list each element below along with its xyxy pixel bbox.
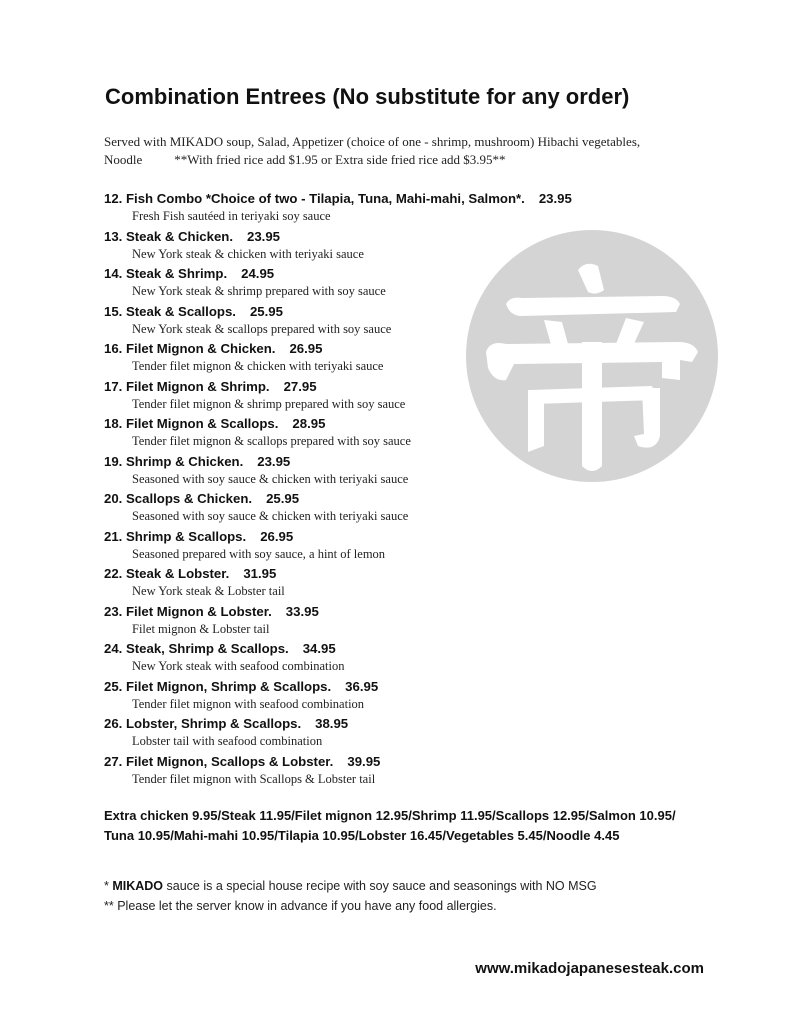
item-name: 18. Filet Mignon & Scallops. (104, 416, 279, 431)
item-price: 23.95 (538, 191, 572, 206)
item-description: Seasoned with soy sauce & chicken with teriyaki sauce (132, 471, 409, 486)
item-price: 24.95 (241, 266, 275, 281)
item-name: 24. Steak, Shrimp & Scallops. (104, 641, 289, 656)
item-description: New York steak & scallops prepared with soy sauce (132, 321, 392, 336)
item-description: Fresh Fish sautéed in teriyaki soy sauce (132, 209, 331, 223)
item-description: Tender filet mignon with Scallops & Lobster tail (132, 771, 376, 786)
menu-item (104, 378, 744, 416)
item-description: New York steak & Lobster tail (132, 584, 285, 598)
menu-item (104, 190, 744, 228)
intro-text (104, 133, 704, 169)
intro-line-1: Served with MIKADO soup, Salad, Appetizer (choice of one - shrimp, mushroom) Hibachi vegetables, (104, 134, 641, 149)
note-sauce-text: sauce is a special house recipe with soy sauce and seasonings with NO MSG (163, 879, 597, 893)
menu-item (104, 303, 744, 341)
item-price: 34.95 (302, 641, 336, 656)
intro-line-2b: **With fried rice add $1.95 or Extra side fried rice add $3.95** (174, 152, 506, 167)
website-url: www.mikadojapanesesteak.com (475, 960, 704, 977)
item-name: 13. Steak & Chicken. (104, 228, 234, 244)
item-price: 26.95 (260, 528, 294, 544)
item-name: 22. Steak & Lobster. (104, 566, 230, 581)
extras-line-2: Tuna 10.95/Mahi-mahi 10.95/Tilapia 10.95/Lobster 16.45/Vegetables 5.45/Noodle 4.45 (104, 828, 620, 843)
intro-line-2a: Noodle (104, 152, 143, 167)
menu-item (104, 565, 744, 603)
item-price: 28.95 (292, 416, 326, 431)
item-name: 25. Filet Mignon, Shrimp & Scallops. (104, 678, 332, 694)
extras-pricing (104, 806, 744, 846)
menu-item (104, 228, 744, 266)
item-description: Filet mignon & Lobster tail (132, 621, 270, 636)
menu-item (104, 528, 744, 566)
note-sauce (104, 876, 744, 896)
item-name: 20. Scallops & Chicken. (104, 491, 253, 506)
item-description: Seasoned prepared with soy sauce, a hint of lemon (132, 546, 386, 561)
item-description: Tender filet mignon & shrimp prepared with soy sauce (132, 396, 406, 411)
item-description: Tender filet mignon & scallops prepared with soy sauce (132, 434, 411, 448)
item-description: Tender filet mignon & chicken with teriyaki sauce (132, 359, 384, 373)
item-description: New York steak & chicken with teriyaki sauce (132, 246, 364, 261)
item-price: 23.95 (247, 228, 281, 244)
item-name: 17. Filet Mignon & Shrimp. (104, 378, 270, 394)
item-name: 15. Steak & Scallops. (104, 303, 236, 319)
item-name: 27. Filet Mignon, Scallops & Lobster. (104, 753, 334, 769)
brand-name: MIKADO (112, 879, 164, 893)
extras-line-1: Extra chicken 9.95/Steak 11.95/Filet mignon 12.95/Shrimp 11.95/Scallops 12.95/Salmon 10.95/ (104, 808, 676, 823)
menu-item (104, 490, 744, 528)
item-price: 23.95 (257, 453, 291, 469)
item-price: 25.95 (249, 303, 283, 319)
item-price: 36.95 (345, 678, 379, 694)
menu-item (104, 640, 744, 678)
note-allergies: ** Please let the server know in advance if you have any food allergies. (104, 899, 497, 913)
item-name: 23. Filet Mignon & Lobster. (104, 603, 272, 619)
page-title: Combination Entrees (No substitute for any order) (105, 84, 630, 109)
menu-item (104, 453, 744, 491)
item-description: New York steak & shrimp prepared with soy sauce (132, 284, 386, 298)
item-name: 12. Fish Combo *Choice of two - Tilapia, Tuna, Mahi-mahi, Salmon*. (104, 191, 525, 206)
item-name: 14. Steak & Shrimp. (104, 266, 228, 281)
item-name: 21. Shrimp & Scallops. (104, 528, 247, 544)
item-description: Lobster tail with seafood combination (132, 734, 323, 748)
menu-item (104, 265, 744, 303)
menu-item (104, 715, 744, 753)
item-price: 25.95 (266, 491, 300, 506)
item-description: New York steak with seafood combination (132, 659, 345, 673)
item-name: 26. Lobster, Shrimp & Scallops. (104, 716, 302, 731)
menu-item (104, 603, 744, 641)
item-price: 27.95 (283, 378, 317, 394)
menu-item (104, 415, 744, 453)
item-name: 19. Shrimp & Chicken. (104, 453, 244, 469)
note-prefix: * (104, 879, 113, 893)
menu-item (104, 753, 744, 791)
intro-line-2 (104, 151, 704, 169)
item-price: 26.95 (289, 341, 323, 356)
menu-items (104, 190, 744, 790)
item-description: Tender filet mignon with seafood combination (132, 696, 365, 711)
item-price: 39.95 (347, 753, 381, 769)
footnotes (104, 876, 744, 916)
menu-item (104, 678, 744, 716)
item-price: 31.95 (243, 566, 277, 581)
item-price: 33.95 (285, 603, 319, 619)
item-description: Seasoned with soy sauce & chicken with teriyaki sauce (132, 509, 409, 523)
item-price: 38.95 (315, 716, 349, 731)
item-name: 16. Filet Mignon & Chicken. (104, 341, 276, 356)
menu-item (104, 340, 744, 378)
